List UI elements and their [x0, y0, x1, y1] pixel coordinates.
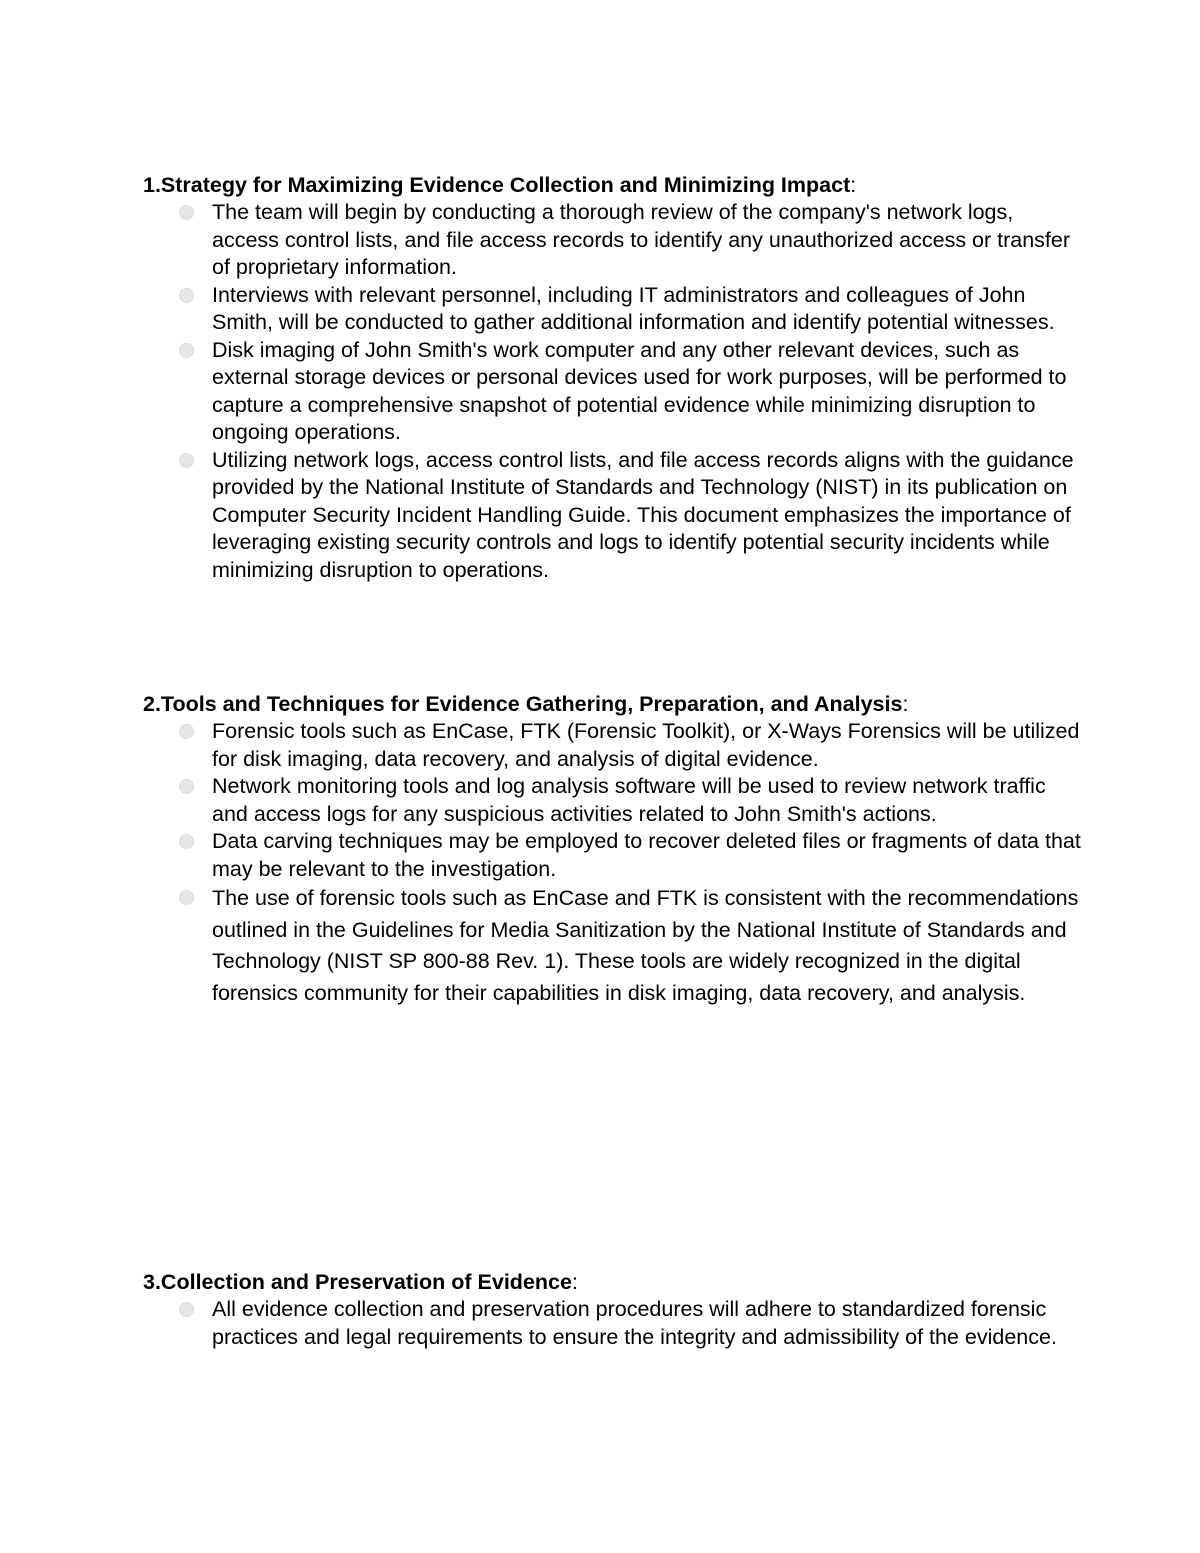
bullet-list [143, 718, 1083, 1009]
bullet-circle-icon [179, 1302, 194, 1317]
bullet-circle-icon [179, 343, 194, 358]
bullet-circle-icon [179, 453, 194, 468]
section-heading: 1.Strategy for Maximizing Evidence Collection and Minimizing Impact: [143, 173, 857, 197]
list-item: The team will begin by conducting a thorough review of the company's network logs, access control lists, and file access records to identify any unauthorized access or transfer of proprietary information. [212, 199, 1083, 282]
bullet-circle-icon [179, 779, 194, 794]
bullet-circle-icon [179, 890, 194, 905]
section-heading: 3.Collection and Preservation of Evidence: [143, 1270, 578, 1294]
bullet-circle-icon [179, 724, 194, 739]
bullet-circle-icon [179, 205, 194, 220]
list-item: Network monitoring tools and log analysis software will be used to review network traffic and access logs for any suspicious activities related to John Smith's actions. [212, 773, 1083, 828]
list-item: Disk imaging of John Smith's work computer and any other relevant devices, such as external storage devices or personal devices used for work purposes, will be performed to capture a comprehensive snapshot of potential evidence while minimizing disruption to ongoing operations. [212, 337, 1083, 447]
bullet-list [143, 1296, 1083, 1351]
section-collection [143, 1268, 1083, 1351]
list-item: All evidence collection and preservation procedures will adhere to standardized forensic practices and legal requirements to ensure the integrity and admissibility of the evidence. [212, 1296, 1083, 1351]
bullet-circle-icon [179, 834, 194, 849]
list-item: Data carving techniques may be employed to recover deleted files or fragments of data that may be relevant to the investigation. [212, 828, 1083, 883]
bullet-circle-icon [179, 288, 194, 303]
list-item: Forensic tools such as EnCase, FTK (Forensic Toolkit), or X-Ways Forensics will be utilized for disk imaging, data recovery, and analysis of digital evidence. [212, 718, 1083, 773]
list-item: The use of forensic tools such as EnCase and FTK is consistent with the recommendations outlined in the Guidelines for Media Sanitization by the National Institute of Standards and Technology (NIST SP 800-88 Rev. 1). These tools are widely recognized in the digital forensics community for their capabilities in disk imaging, data recovery, and analysis. [212, 883, 1083, 1009]
list-item: Interviews with relevant personnel, including IT administrators and colleagues of John Smith, will be conducted to gather additional information and identify potential witnesses. [212, 282, 1083, 337]
section-strategy [143, 171, 1083, 584]
section-heading: 2.Tools and Techniques for Evidence Gathering, Preparation, and Analysis: [143, 692, 909, 716]
section-tools [143, 690, 1083, 1009]
list-item: Utilizing network logs, access control lists, and file access records aligns with the guidance provided by the National Institute of Standards and Technology (NIST) in its publication on Computer Security Incident Handling Guide. This document emphasizes the importance of leveraging existing security controls and logs to identify potential security incidents while minimizing disruption to operations. [212, 447, 1083, 585]
bullet-list [143, 199, 1083, 584]
